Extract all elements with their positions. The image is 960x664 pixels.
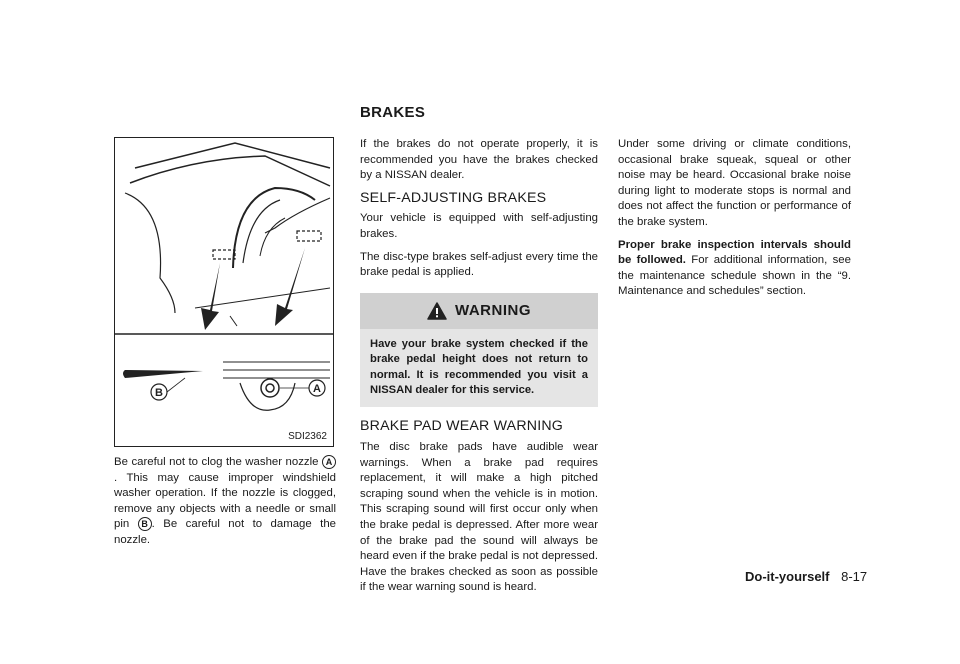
nozzle-text-column xyxy=(114,455,336,556)
pad-wear-heading: BRAKE PAD WEAR WARNING xyxy=(360,418,564,435)
self-adjusting-heading: SELF-ADJUSTING BRAKES xyxy=(360,189,547,206)
pad-wear-paragraph: The disc brake pads have audible wear warnings. When a brake pad requires replacement, it will make a high pitched scraping sound when the vehicle is in motion. This scraping sound will first occur only when the brake pedal is depressed. After more wear of the brake pad the sound will always be heard even if the brake pedal is not depressed. Have the brakes checked as soon as possible if the wear warning sound is heard. xyxy=(360,440,598,594)
footer-section-title: Do-it-yourself xyxy=(745,569,830,584)
brake-noise-paragraph: Under some driving or climate conditions, occasional brake squeak, squeal or other noise may be heard. Occasional brake noise during light to moderate stops is normal and does not affect the function or performance of the brake system. xyxy=(618,138,851,228)
figure-code: SDI2362 xyxy=(288,431,327,442)
brakes-intro: If the brakes do not operate properly, it is recommended you have the brakes checked by a NISSAN dealer. xyxy=(360,138,598,182)
washer-nozzle-figure xyxy=(114,137,334,447)
nozzle-text-3: . Be careful not to damage the nozzle. xyxy=(114,518,336,546)
washer-nozzle-illustration xyxy=(115,138,333,446)
callout-b-icon: B xyxy=(138,517,152,531)
warning-text: Have your brake system checked if the brake pedal height does not return to normal. It is recommended you visit a NISSAN dealer for this service. xyxy=(370,337,588,396)
page-footer xyxy=(745,569,867,584)
page-number: 8-17 xyxy=(841,569,868,584)
warning-header xyxy=(360,293,598,329)
nozzle-paragraph xyxy=(114,455,336,549)
self-adjusting-paragraph-1: Your vehicle is equipped with self-adjusting brakes. xyxy=(360,212,598,240)
brakes-column xyxy=(360,137,598,603)
warning-title: WARNING xyxy=(455,301,531,319)
callout-a-icon: A xyxy=(322,455,336,469)
inspection-paragraph xyxy=(618,238,851,300)
inspection-rest: For additional information, see the maintenance schedule shown in the “9. Maintenance and schedules” section. xyxy=(618,254,851,298)
figure-label-b: B xyxy=(155,387,163,399)
self-adjusting-paragraph-2: The disc-type brakes self-adjust every time the brake pedal is applied. xyxy=(360,250,598,279)
section-heading-brakes: BRAKES xyxy=(360,104,426,121)
nozzle-text-1: Be careful not to clog the washer nozzle xyxy=(114,456,319,469)
nozzle-text-2: . This may cause improper windshield washer operation. If the nozzle is clogged, remove any objects with a needle or small pin xyxy=(114,471,336,531)
inspection-bold: Proper brake inspection intervals should be followed. xyxy=(618,238,851,267)
warning-box xyxy=(360,293,598,408)
figure-label-a: A xyxy=(313,383,321,395)
brake-noise-column xyxy=(618,137,851,307)
warning-triangle-icon xyxy=(427,302,447,320)
